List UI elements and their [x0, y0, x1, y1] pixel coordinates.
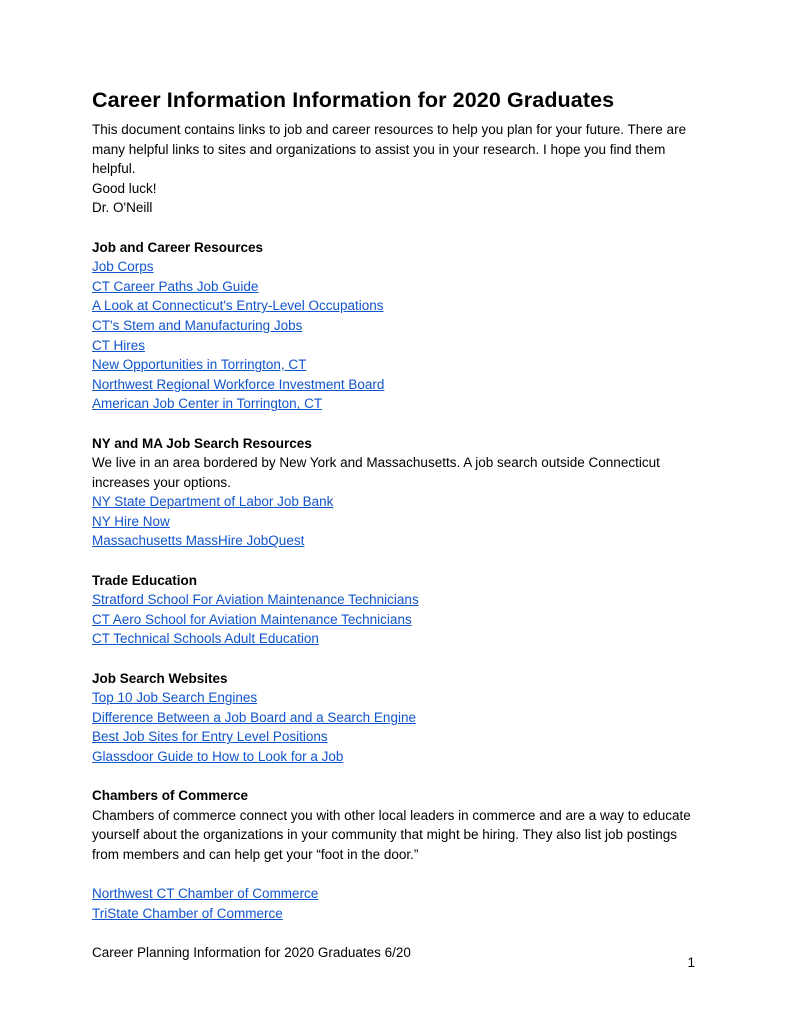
link-item	[92, 688, 700, 708]
link-item	[92, 257, 700, 277]
sections-container	[92, 238, 700, 924]
document-link[interactable]: CT Career Paths Job Guide	[92, 278, 259, 294]
document-section	[92, 238, 700, 414]
section-heading: Trade Education	[92, 572, 198, 588]
link-list	[92, 492, 700, 551]
document-link[interactable]: CT Hires	[92, 337, 146, 353]
document-section	[92, 669, 700, 767]
section-heading: NY and MA Job Search Resources	[92, 435, 312, 451]
link-item	[92, 512, 700, 532]
document-link[interactable]: Northwest CT Chamber of Commerce	[92, 886, 319, 902]
document-section	[92, 571, 700, 649]
link-list	[92, 688, 700, 766]
document-link[interactable]: Northwest Regional Workforce Investment Board	[92, 376, 385, 392]
link-item	[92, 904, 700, 924]
document-link[interactable]: CT's Stem and Manufacturing Jobs	[92, 317, 303, 333]
link-list	[92, 257, 700, 414]
link-item	[92, 355, 700, 375]
link-item	[92, 277, 700, 297]
link-list	[92, 590, 700, 649]
document-link[interactable]: Glassdoor Guide to How to Look for a Job	[92, 749, 344, 764]
section-heading: Job and Career Resources	[92, 239, 264, 255]
document-link[interactable]: TriState Chamber of Commerce	[92, 905, 283, 921]
document-section	[92, 434, 700, 552]
link-item	[92, 610, 700, 630]
link-item	[92, 708, 700, 728]
link-item	[92, 492, 700, 512]
link-item	[92, 336, 700, 356]
link-item	[92, 590, 700, 610]
document-link[interactable]: A Look at Connecticut's Entry-Level Occupations	[92, 298, 384, 314]
document-link[interactable]: American Job Center in Torrington, CT	[92, 396, 323, 412]
page-number: 1	[687, 955, 695, 970]
link-item	[92, 747, 700, 767]
page-title: Career Information Information for 2020 Graduates	[92, 88, 615, 112]
link-item	[92, 394, 700, 414]
section-heading: Job Search Websites	[92, 670, 228, 686]
link-item	[92, 629, 700, 649]
document-link[interactable]: Best Job Sites for Entry Level Positions	[92, 729, 328, 745]
document-link[interactable]: New Opportunities in Torrington, CT	[92, 357, 307, 373]
document-link[interactable]: CT Technical Schools Adult Education	[92, 631, 319, 647]
document-link[interactable]: NY Hire Now	[92, 513, 170, 529]
link-item	[92, 375, 700, 395]
link-list	[92, 884, 700, 923]
intro-paragraph: This document contains links to job and career resources to help you plan for your future. There are many helpful links to sites and organizations to assist you in your research. I hope you find them helpful.	[92, 122, 687, 177]
document-link[interactable]: CT Aero School for Aviation Maintenance Technicians	[92, 611, 412, 627]
document-link[interactable]: Stratford School For Aviation Maintenance Technicians	[92, 592, 419, 608]
document-section	[92, 786, 700, 923]
document-link[interactable]: Job Corps	[92, 259, 154, 275]
section-paragraph: We live in an area bordered by New York and Massachusetts. A job search outside Connecticut increases your options.	[92, 455, 660, 490]
link-item	[92, 727, 700, 747]
signature-text: Dr. O'Neill	[92, 200, 153, 216]
good-luck-text: Good luck!	[92, 180, 157, 196]
link-item	[92, 531, 700, 551]
footer-text: Career Planning Information for 2020 Graduates 6/20	[92, 944, 411, 960]
section-paragraph: Chambers of commerce connect you with other local leaders in commerce and are a way to educate yourself about the organizations in your community that might be hiring. They also list job postings from members and can help get your “foot in the door.”	[92, 807, 691, 862]
document-link[interactable]: Top 10 Job Search Engines	[92, 690, 258, 706]
document-link[interactable]: Massachusetts MassHire JobQuest	[92, 533, 305, 549]
section-heading: Chambers of Commerce	[92, 788, 249, 804]
link-item	[92, 296, 700, 316]
link-item	[92, 884, 700, 904]
link-item	[92, 316, 700, 336]
document-link[interactable]: Difference Between a Job Board and a Search Engine	[92, 709, 416, 725]
document-link[interactable]: NY State Department of Labor Job Bank	[92, 494, 334, 510]
